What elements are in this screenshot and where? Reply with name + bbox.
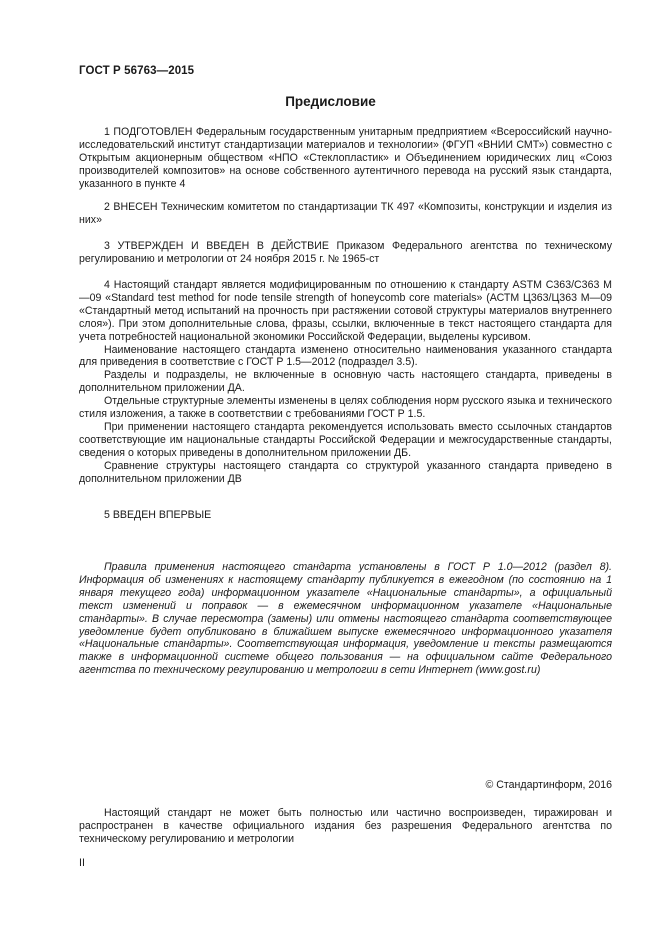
reproduction-rights-text: Настоящий стандарт не может быть полностью или частично воспроизведен, тиражирован и распространен в качестве официального издания без разрешения Федерального агентства по техническому регулированию и метрологии xyxy=(79,807,612,845)
page-title: Предисловие xyxy=(285,94,376,109)
page-number: II xyxy=(79,857,85,869)
application-notice-text: Правила применения настоящего стандарта установлены в ГОСТ Р 1.0—2012 (раздел 8). Информация об изменениях к настоящему стандарту публикуется в ежегодном (по состоянию на 1 января текущего года) информационном указателе «Национальные стандарты», а официальный текст изменений и поправок — в ежемесячном информационном указателе «Национальные стандарты». В случае пересмотра (замены) или отмены настоящего стандарта соответствующее уведомление будет опубликовано в ближайшем выпуске ежемесячного информационного указателя «Национальные стандарты». Соответствующая информация, уведомление и тексты размещаются также в информационной системе общего пользования — на официальном сайте Федерального агентства по техническому регулированию и метрологии в сети Интернет (www.gost.ru) xyxy=(79,561,612,677)
section-1-text: 1 ПОДГОТОВЛЕН Федеральным государственным унитарным предприятием «Всероссийский научно-исследовательский институт стандартизации материалов и технологии» (ФГУП «ВНИИ СМТ») совместно с Открытым акционерным обществом «НПО «Стеклопластик» и Объединением юридических лиц «Союз производителей композитов» на основе собственного аутентичного перевода на русский язык стандарта, указанного в пункте 4 xyxy=(79,126,612,190)
section-4 xyxy=(79,279,612,486)
section-4-paragraph: Сравнение структуры настоящего стандарта со структурой указанного стандарта приведено в дополнительном приложении ДВ xyxy=(79,459,612,485)
application-notice xyxy=(79,561,612,677)
section-4-paragraph: При применении настоящего стандарта рекомендуется использовать вместо ссылочных стандартов соответствующие им национальные стандарты Российской Федерации и межгосударственные стандарты, сведения о которых приведены в дополнительном приложении ДБ. xyxy=(79,420,612,459)
copyright-line: © Стандартинформ, 2016 xyxy=(485,779,612,791)
section-5-text: 5 ВВЕДЕН ВПЕРВЫЕ xyxy=(104,509,212,521)
section-1 xyxy=(79,126,612,191)
section-4-paragraph: Отдельные структурные элементы изменены в целях соблюдения норм русского языка и технического стиля изложения, а также в соответствии с требованиями ГОСТ Р 1.5. xyxy=(79,395,612,421)
section-2 xyxy=(79,201,612,227)
reproduction-rights xyxy=(79,807,612,846)
section-3 xyxy=(79,240,612,266)
section-4-paragraph: Разделы и подразделы, не включенные в основную часть настоящего стандарта, приведены в дополнительном приложении ДА. xyxy=(79,369,612,395)
section-4-paragraph: Наименование настоящего стандарта изменено относительно наименования указанного стандарта для приведения в соответствие с ГОСТ Р 1.5—2012 (подраздел 3.5). xyxy=(79,343,612,369)
section-5 xyxy=(79,509,612,522)
section-2-text: 2 ВНЕСЕН Техническим комитетом по стандартизации ТК 497 «Композиты, конструкции и изделия из них» xyxy=(79,201,612,226)
section-3-text: 3 УТВЕРЖДЕН И ВВЕДЕН В ДЕЙСТВИЕ Приказом Федерального агентства по техническому регулированию и метрологии от 24 ноября 2015 г. № 1965-ст xyxy=(79,240,612,265)
section-4-paragraph: 4 Настоящий стандарт является модифицированным по отношению к стандарту ASTM C363/C363 M—09 «Standard test method for node tensile strength of honeycomb core materials» (АСТМ Ц363/Ц363 М—09 «Стандартный метод испытаний на прочность при растяжении сотовой структуры материалов внутреннего слоя»). При этом дополнительные слова, фразы, ссылки, включенные в текст настоящего стандарта для учета потребностей национальной экономики Российской Федерации, выделены курсивом. xyxy=(79,279,612,343)
document-id-header: ГОСТ Р 56763—2015 xyxy=(79,65,195,77)
